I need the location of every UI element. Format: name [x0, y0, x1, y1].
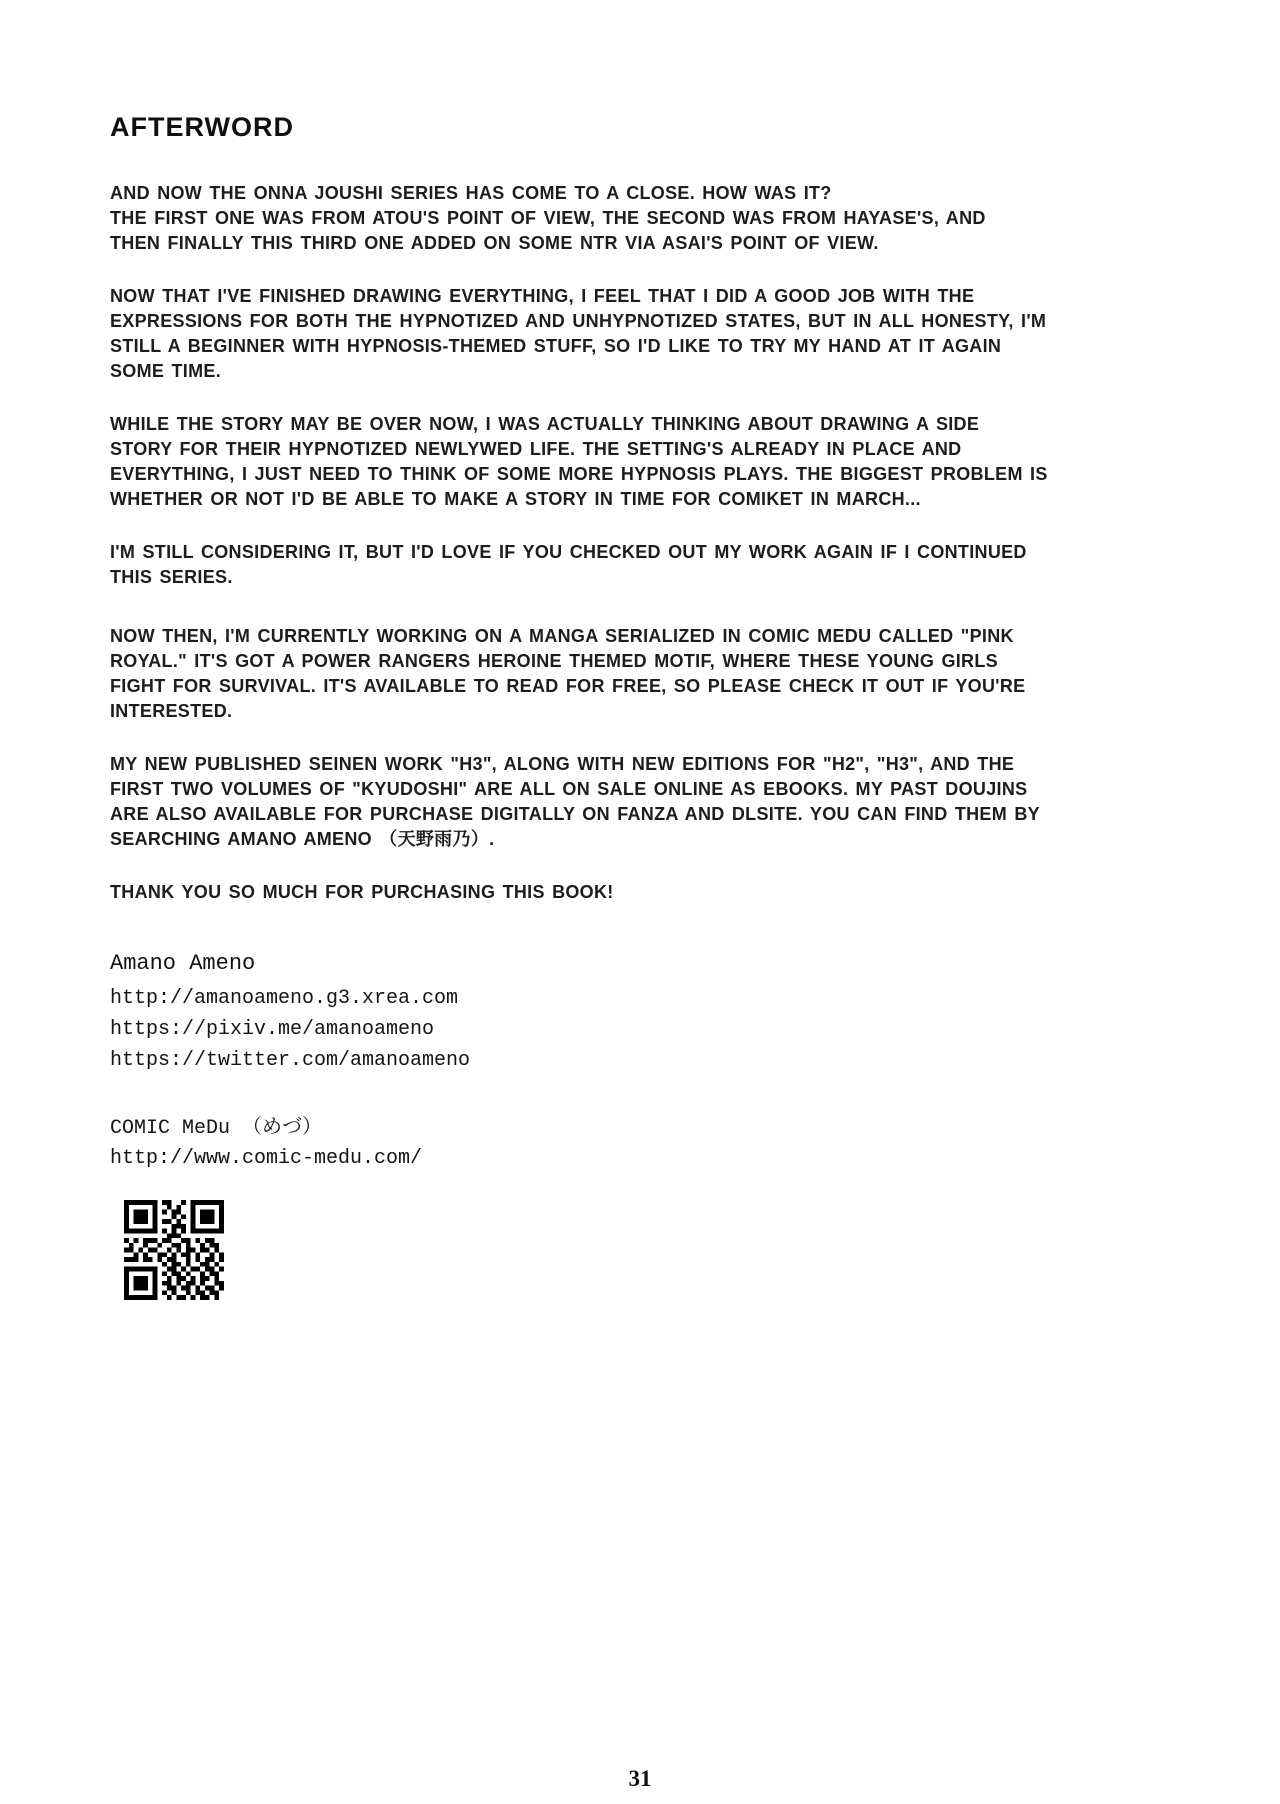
- afterword-body: [110, 181, 1048, 905]
- page-number: 31: [628, 1766, 652, 1791]
- paragraph: NOW THAT I'VE FINISHED DRAWING EVERYTHING, I FEEL THAT I DID A GOOD JOB WITH THE EXPRESSIONS FOR BOTH THE HYPNOTIZED AND UNHYPNOTIZED STATES, BUT IN ALL HONESTY, I'M STILL A BEGINNER WITH HYPNOSIS-THEMED STUFF, SO I'D LIKE TO TRY MY HAND AT IT AGAIN SOME TIME.: [110, 286, 1047, 381]
- publisher-name: COMIC MeDu （めづ）: [110, 1117, 323, 1140]
- qr-code-icon: [124, 1200, 224, 1300]
- paragraph: I'M STILL CONSIDERING IT, BUT I'D LOVE IF YOU CHECKED OUT MY WORK AGAIN IF I CONTINUED THIS SERIES.: [110, 542, 1027, 587]
- paragraph: WHILE THE STORY MAY BE OVER NOW, I WAS ACTUALLY THINKING ABOUT DRAWING A SIDE STORY FOR THEIR HYPNOTIZED NEWLYWED LIFE. THE SETTING'S ALREADY IN PLACE AND EVERYTHING, I JUST NEED TO THINK OF SOME MORE HYPNOSIS PLAYS. THE BIGGEST PROBLEM IS WHETHER OR NOT I'D BE ABLE TO MAKE A STORY IN TIME FOR COMIKET IN MARCH...: [110, 414, 1048, 509]
- author-signature-block: [110, 949, 1030, 1300]
- page-title: AFTERWORD: [110, 112, 294, 142]
- paragraph: NOW THEN, I'M CURRENTLY WORKING ON A MANGA SERIALIZED IN COMIC MEDU CALLED "PINK ROYAL." IT'S GOT A POWER RANGERS HEROINE THEMED MOTIF, WHERE THESE YOUNG GIRLS FIGHT FOR SURVIVAL. IT'S AVAILABLE TO READ FOR FREE, SO PLEASE CHECK IT OUT IF YOU'RE INTERESTED.: [110, 626, 1026, 721]
- author-links: http://amanoameno.g3.xrea.com https://pixiv.me/amanoameno https://twitter.com/amanoameno: [110, 987, 471, 1072]
- publisher-url: http://www.comic-medu.com/: [110, 1147, 423, 1170]
- paragraph: THANK YOU SO MUCH FOR PURCHASING THIS BOOK!: [110, 882, 614, 902]
- paragraph: MY NEW PUBLISHED SEINEN WORK "H3", ALONG WITH NEW EDITIONS FOR "H2", "H3", AND THE FIRST TWO VOLUMES OF "KYUDOSHI" ARE ALL ON SALE ONLINE AS EBOOKS. MY PAST DOUJINS ARE ALSO AVAILABLE FOR PURCHASE DIGITALLY ON FANZA AND DLSITE. YOU CAN FIND THEM BY SEARCHING AMANO AMENO （天野雨乃）.: [110, 754, 1040, 849]
- paragraph: AND NOW THE ONNA JOUSHI SERIES HAS COME TO A CLOSE. HOW WAS IT? THE FIRST ONE WAS FROM ATOU'S POINT OF VIEW, THE SECOND WAS FROM HAYASE'S, AND THEN FINALLY THIS THIRD ONE ADDED ON SOME NTR VIA ASAI'S POINT OF VIEW.: [110, 183, 986, 253]
- author-name: Amano Ameno: [110, 951, 256, 976]
